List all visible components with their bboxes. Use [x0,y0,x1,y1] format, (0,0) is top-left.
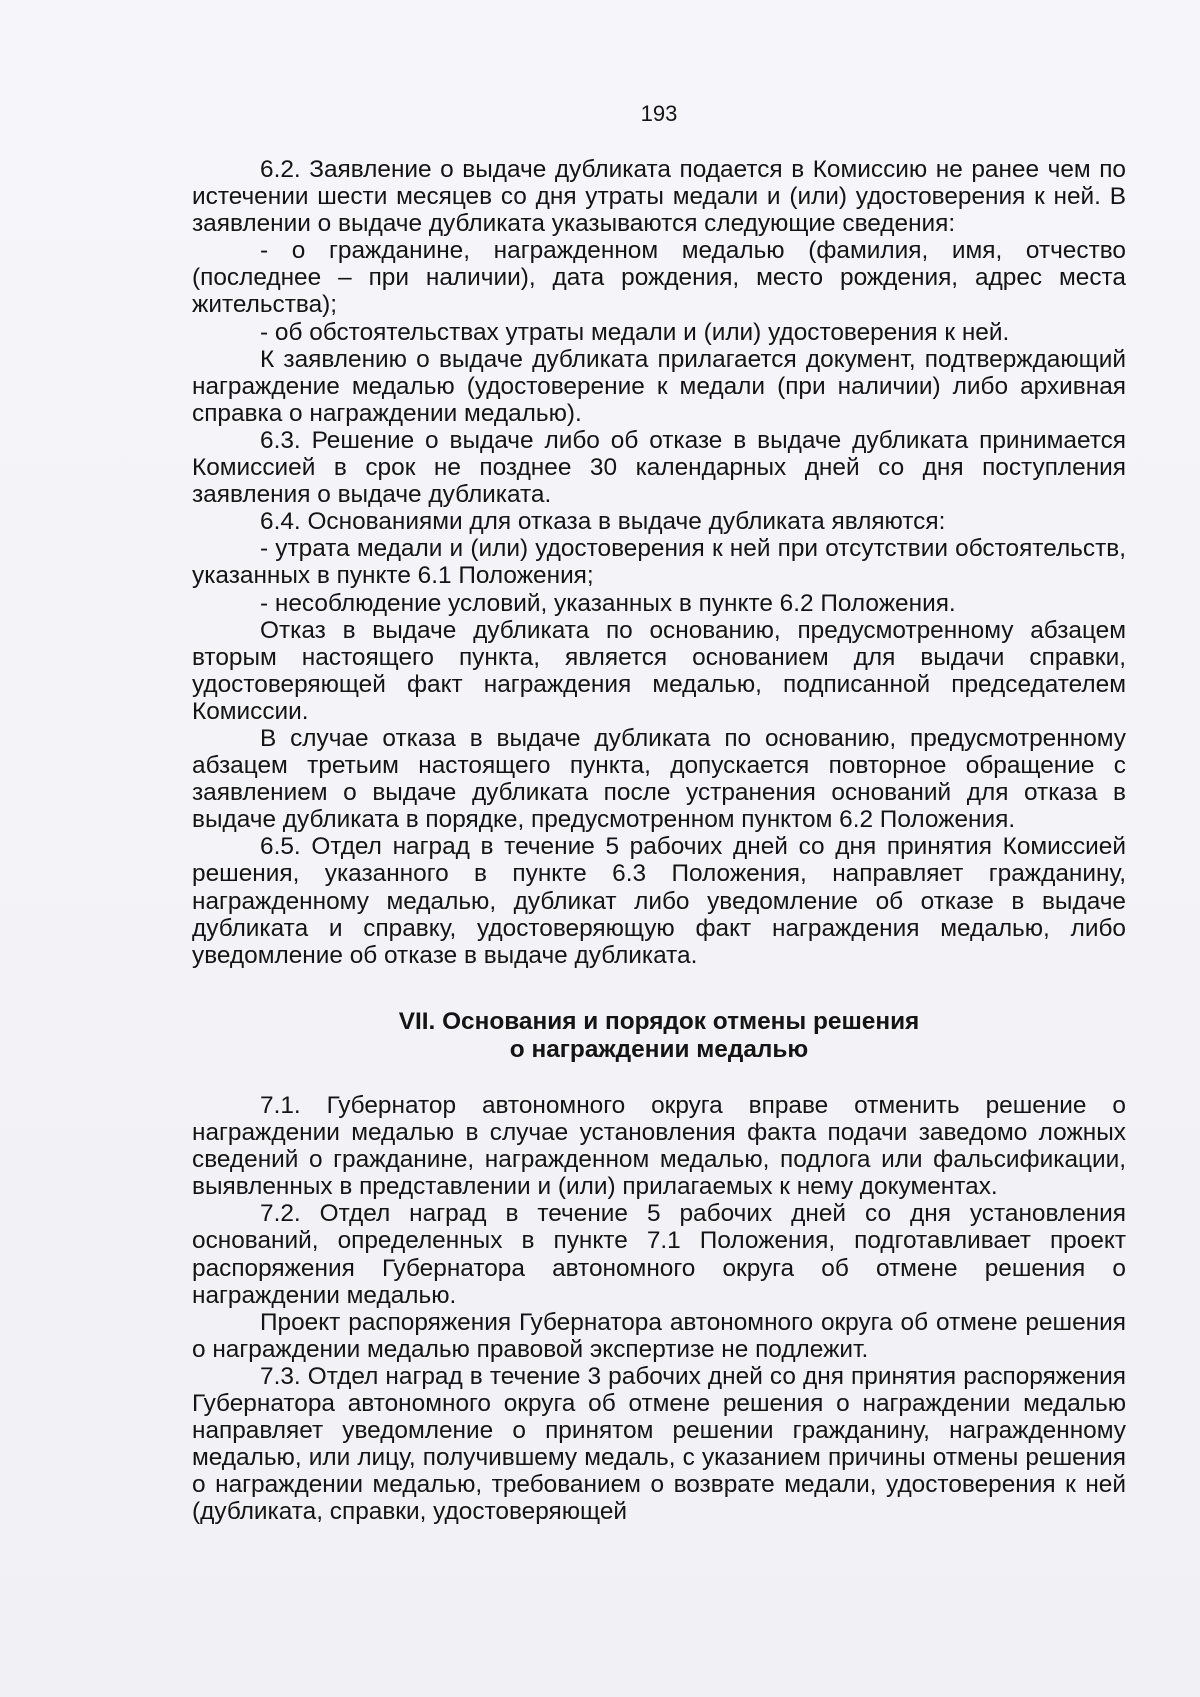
section-7-body [192,1092,1126,1526]
paragraph-7-2-project: Проект распоряжения Губернатора автономного округа об отмене решения о награждении медалью правовой экспертизе не подлежит. [192,1308,1126,1363]
paragraph-6-4: 6.4. Основаниями для отказа в выдаче дубликата являются: [260,508,946,536]
paragraph-7-2: 7.2. Отдел наград в течение 5 рабочих дней со дня установления оснований, определенных в пункте 7.1 Положения, подготавливает проект распоряжения Губернатора автономного округа об отмене решения о награждении медалью. [192,1200,1126,1309]
paragraph-7-1: 7.1. Губернатор автономного округа вправе отменить решение о награждении медалью в случае установления факта подачи заведомо ложных сведений о гражданине, награжденном медалью, подлога или фальсификации, выявленных в представлении и (или) прилагаемых к нему документах. [192,1092,1126,1201]
paragraph-6-5: 6.5. Отдел наград в течение 5 рабочих дней со дня принятия Комиссией решения, указанного в пункте 6.3 Положения, направляет гражданину, награжденному медалью, дубликат либо уведомление об отказе в выдаче дубликата и справку, удостоверяющую факт награждения медалью, либо уведомление об отказе в выдаче дубликата. [192,833,1126,969]
section-7-heading [192,1008,1126,1064]
paragraph-6-4-refusal-third: В случае отказа в выдаче дубликата по основанию, предусмотренному абзацем третьим настоящего пункта, допускается повторное обращение с заявлением о выдаче дубликата после устранения оснований для отказа в выдаче дубликата в порядке, предусмотренном пунктом 6.2 Положения. [192,724,1126,834]
paragraph-6-4-refusal-second: Отказ в выдаче дубликата по основанию, предусмотренному абзацем вторым настоящего пункта, является основанием для выдачи справки, удостоверяющей факт награждения медалью, подписанной председателем Комиссии. [192,616,1126,725]
section-6-continuation [192,156,1126,969]
paragraph-6-2-item-citizen: - о гражданине, награжденном медалью (фамилия, имя, отчество (последнее – при наличии), дата рождения, место рождения, адрес места жительства); [192,237,1126,319]
paragraph-7-3: 7.3. Отдел наград в течение 3 рабочих дней со дня принятия распоряжения Губернатора автономного округа об отмене решения о награждении медалью направляет уведомление о принятом решении гражданину, награжденному медалью, или лицу, получившему медаль, с указанием причины отмены решения о награждении медалью, требованием о возврате медали, удостоверения к ней (дубликата, справки, удостоверяющей [192,1362,1126,1526]
paragraph-6-4-item-loss: - утрата медали и (или) удостоверения к ней при отсутствии обстоятельств, указанных в пункте 6.1 Положения; [192,535,1126,590]
paragraph-6-4-item-conditions: - несоблюдение условий, указанных в пункте 6.2 Положения. [260,589,956,617]
section-7-heading-line1: VII. Основания и порядок отмены решения [398,1008,920,1035]
paragraph-6-3: 6.3. Решение о выдаче либо об отказе в выдаче дубликата принимается Комиссией в срок не позднее 30 календарных дней со дня поступления заявления о выдаче дубликата. [192,426,1126,509]
page-number: 193 [640,101,678,126]
section-7-heading-line2: о награждении медалью [509,1036,809,1063]
paragraph-6-2-item-circumstances: - об обстоятельствах утраты медали и (или) удостоверения к ней. [260,318,1010,346]
paragraph-6-2-attachment: К заявлению о выдаче дубликата прилагается документ, подтверждающий награждение медалью (удостоверение к медали (при наличии) либо архивная справка о награждении медалью). [192,345,1126,427]
paragraph-6-2: 6.2. Заявление о выдаче дубликата подается в Комиссию не ранее чем по истечении шести месяцев со дня утраты медали и (или) удостоверения к ней. В заявлении о выдаче дубликата указываются следующие сведения: [192,156,1126,238]
